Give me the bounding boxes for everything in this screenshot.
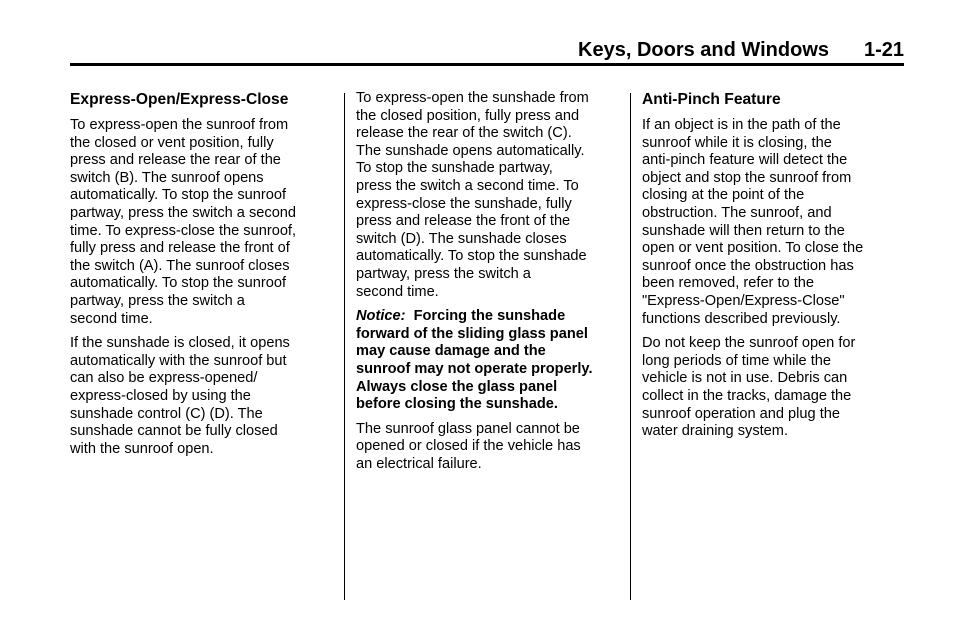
notice-label: Notice: bbox=[356, 308, 406, 325]
text-line: sunroof while it is closing, the bbox=[642, 134, 832, 151]
text-line: been removed, refer to the bbox=[642, 275, 814, 292]
text-line: second time. bbox=[356, 283, 439, 300]
text-line: time. To express-close the sunroof, bbox=[70, 222, 297, 239]
text-line: press and release the front of the bbox=[356, 213, 571, 230]
text-line: functions described previously. bbox=[642, 310, 841, 327]
column-1 bbox=[70, 90, 328, 465]
text-line: fully press and release the front of bbox=[70, 240, 290, 257]
text-line: sunroof operation and plug the bbox=[642, 405, 840, 422]
text-line: water draining system. bbox=[642, 423, 788, 440]
text-line: the closed or vent position, fully bbox=[70, 134, 274, 151]
text-line: If the sunshade is closed, it opens bbox=[70, 335, 290, 352]
column-3 bbox=[642, 90, 892, 448]
text-line bbox=[356, 308, 620, 326]
text-line: "Express-Open/Express-Close" bbox=[642, 292, 845, 309]
page-header bbox=[70, 38, 904, 62]
text-line: collect in the tracks, damage the bbox=[642, 387, 852, 404]
paragraph-keep-closed bbox=[642, 335, 892, 441]
section-title: Keys, Doors and Windows bbox=[578, 39, 829, 61]
text-line: can also be express-opened/ bbox=[70, 370, 258, 387]
text-line: the closed position, fully press and bbox=[356, 107, 580, 124]
text-line: sunshade will then return to the bbox=[642, 222, 845, 239]
text-line: partway, press the switch a bbox=[70, 292, 245, 309]
text-line: automatically. To stop the sunshade bbox=[356, 248, 587, 265]
text-line: sunshade control (C) (D). The bbox=[70, 405, 263, 422]
text-line: partway, press the switch a second bbox=[70, 204, 297, 221]
column-2 bbox=[356, 90, 620, 480]
text-line: the switch (A). The sunroof closes bbox=[70, 257, 290, 274]
paragraph-electrical-failure bbox=[356, 421, 620, 474]
text-line: object and stop the sunroof from bbox=[642, 169, 852, 186]
text-line: automatically with the sunroof but bbox=[70, 352, 287, 369]
text-line: with the sunroof open. bbox=[70, 440, 214, 457]
text-line: partway, press the switch a bbox=[356, 265, 531, 282]
text-line: closing at the point of the bbox=[642, 187, 805, 204]
text-line: long periods of time while the bbox=[642, 352, 832, 369]
text-line: automatically. To stop the sunroof bbox=[70, 187, 287, 204]
text-line: an electrical failure. bbox=[356, 455, 482, 472]
text-line: To stop the sunshade partway, bbox=[356, 160, 553, 177]
text-line: If an object is in the path of the bbox=[642, 117, 841, 133]
text-line: express-closed by using the bbox=[70, 387, 251, 404]
text-line: obstruction. The sunroof, and bbox=[642, 204, 832, 221]
paragraph-sunroof-express bbox=[70, 117, 328, 328]
text-line: To express-open the sunroof from bbox=[70, 117, 289, 133]
text-line: press the switch a second time. To bbox=[356, 177, 579, 194]
text-line: anti-pinch feature will detect the bbox=[642, 152, 848, 169]
paragraph-sunshade-express bbox=[356, 90, 620, 301]
paragraph-sunshade-closed bbox=[70, 335, 328, 458]
text-line: switch (D). The sunshade closes bbox=[356, 230, 567, 247]
column-divider-left bbox=[344, 93, 345, 600]
text-line: press and release the rear of the bbox=[70, 152, 281, 169]
text-line: automatically. To stop the sunroof bbox=[70, 275, 287, 292]
text-line: sunshade cannot be fully closed bbox=[70, 423, 278, 440]
notice-line: forward of the sliding glass panel bbox=[356, 325, 588, 342]
text-line: second time. bbox=[70, 310, 153, 327]
text-line: open or vent position. To close the bbox=[642, 240, 864, 257]
text-line: Do not keep the sunroof open for bbox=[642, 335, 856, 352]
paragraph-anti-pinch bbox=[642, 117, 892, 328]
heading-express-open-close: Express-Open/Express-Close bbox=[70, 91, 289, 108]
text-line: opened or closed if the vehicle has bbox=[356, 438, 581, 455]
page-number: 1-21 bbox=[863, 39, 904, 61]
text-line: release the rear of the switch (C). bbox=[356, 125, 572, 142]
notice-line: Always close the glass panel bbox=[356, 378, 558, 395]
text-line: express-close the sunshade, fully bbox=[356, 195, 572, 212]
header-rule bbox=[70, 63, 904, 66]
notice-block bbox=[356, 308, 620, 414]
text-line: To express-open the sunshade from bbox=[356, 90, 589, 106]
heading-anti-pinch: Anti-Pinch Feature bbox=[642, 91, 781, 108]
text-line: sunroof once the obstruction has bbox=[642, 257, 854, 274]
notice-text: Forcing the sunshade bbox=[413, 308, 566, 325]
notice-line: sunroof may not operate properly. bbox=[356, 360, 593, 377]
text-line: The sunroof glass panel cannot be bbox=[356, 420, 580, 437]
text-line: vehicle is not in use. Debris can bbox=[642, 370, 848, 387]
text-line: The sunshade opens automatically. bbox=[356, 142, 585, 159]
notice-line: before closing the sunshade. bbox=[356, 396, 558, 413]
notice-line: may cause damage and the bbox=[356, 343, 546, 360]
column-divider-right bbox=[630, 93, 631, 600]
text-line: switch (B). The sunroof opens bbox=[70, 169, 264, 186]
